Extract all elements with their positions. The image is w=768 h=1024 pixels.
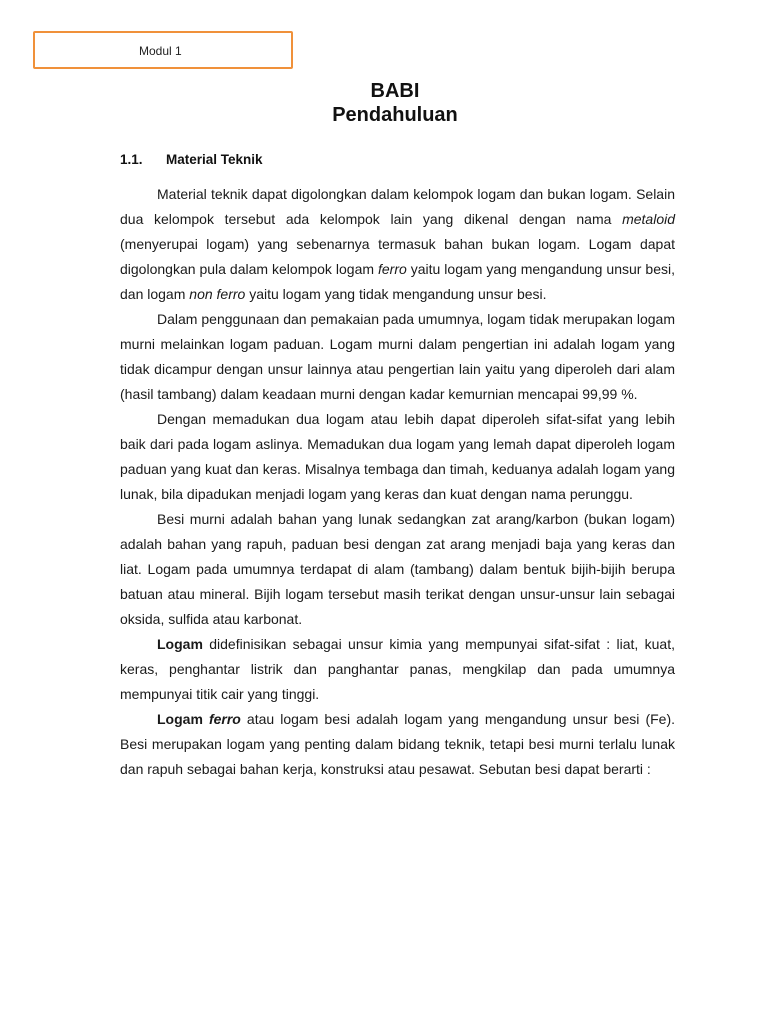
section-title: Material Teknik (166, 152, 263, 167)
paragraph-1-text-e: yaitu logam yang mengandung unsur besi, dan logam (120, 261, 675, 302)
paragraph-6-text: atau logam besi adalah logam yang mengandung unsur besi (Fe). Besi merupakan logam yang penting dalam bidang teknik, tetapi besi murni terlalu lunak dan rapuh sebagai bahan kerja, konstruksi atau pesawat. Sebutan besi dapat berarti : (120, 711, 676, 777)
module-label: Modul 1 (139, 44, 182, 58)
paragraph-1-text-c: (menyerupai logam) yang sebenarnya termasuk bahan bukan logam. Logam dapat digolongkan pula dalam kelompok logam (120, 236, 675, 277)
term-logam-ferro-a: Logam (157, 711, 209, 727)
term-non-ferro: non ferro (189, 286, 246, 302)
paragraph-1 (120, 182, 675, 307)
chapter-title (0, 79, 768, 127)
paragraph-6 (120, 707, 675, 782)
section-heading (120, 152, 263, 167)
term-ferro: ferro (378, 261, 407, 277)
paragraph-4: Besi murni adalah bahan yang lunak sedangkan zat arang/karbon (bukan logam) adalah bahan yang rapuh, paduan besi dengan zat arang menjadi baja yang keras dan liat. Logam pada umumnya terdapat di alam (tambang) dalam bentuk bijih-bijih berupa batuan atau mineral. Bijih logam tersebut masih terikat dengan unsur-unsur lain sebagai oksida, sulfida atau karbonat. (120, 511, 675, 627)
paragraph-5-text: didefinisikan sebagai unsur kimia yang mempunyai sifat-sifat : liat, kuat, keras, penghantar listrik dan panghantar panas, mengkilap dan pada umumnya mempunyai titik cair yang tinggi. (120, 636, 675, 702)
paragraph-1-text-g: yaitu logam yang tidak mengandung unsur besi. (245, 286, 547, 302)
paragraph-3: Dengan memadukan dua logam atau lebih dapat diperoleh sifat-sifat yang lebih baik dari pada logam aslinya. Memadukan dua logam yang lemah dapat diperoleh logam paduan yang kuat dan keras. Misalnya tembaga dan timah, keduanya adalah logam yang lunak, bila dipadukan menjadi logam yang keras dan kuat dengan nama perunggu. (120, 411, 675, 502)
chapter-name: Pendahuluan (332, 104, 458, 126)
body-text (120, 182, 675, 782)
paragraph-5 (120, 632, 675, 707)
term-metaloid: metaloid (622, 211, 675, 227)
term-logam-ferro-b: ferro (208, 711, 241, 727)
module-header-box (33, 31, 293, 69)
term-logam: Logam (157, 636, 203, 652)
paragraph-1-text-a: Material teknik dapat digolongkan dalam kelompok logam dan bukan logam. Selain dua kelompok tersebut ada kelompok lain yang dikenal dengan nama (120, 186, 675, 227)
term-logam-ferro (157, 711, 241, 727)
section-number: 1.1. (120, 152, 143, 167)
paragraph-2: Dalam penggunaan dan pemakaian pada umumnya, logam tidak merupakan logam murni melainkan logam paduan. Logam murni dalam pengertian ini adalah logam yang tidak dicampur dengan unsur lainnya atau pengertian lain yaitu yang diperoleh dari alam (hasil tambang) dalam keadaan murni dengan kadar kemurnian mencapai 99,99 %. (120, 311, 675, 402)
chapter-number: BABI (370, 80, 420, 102)
